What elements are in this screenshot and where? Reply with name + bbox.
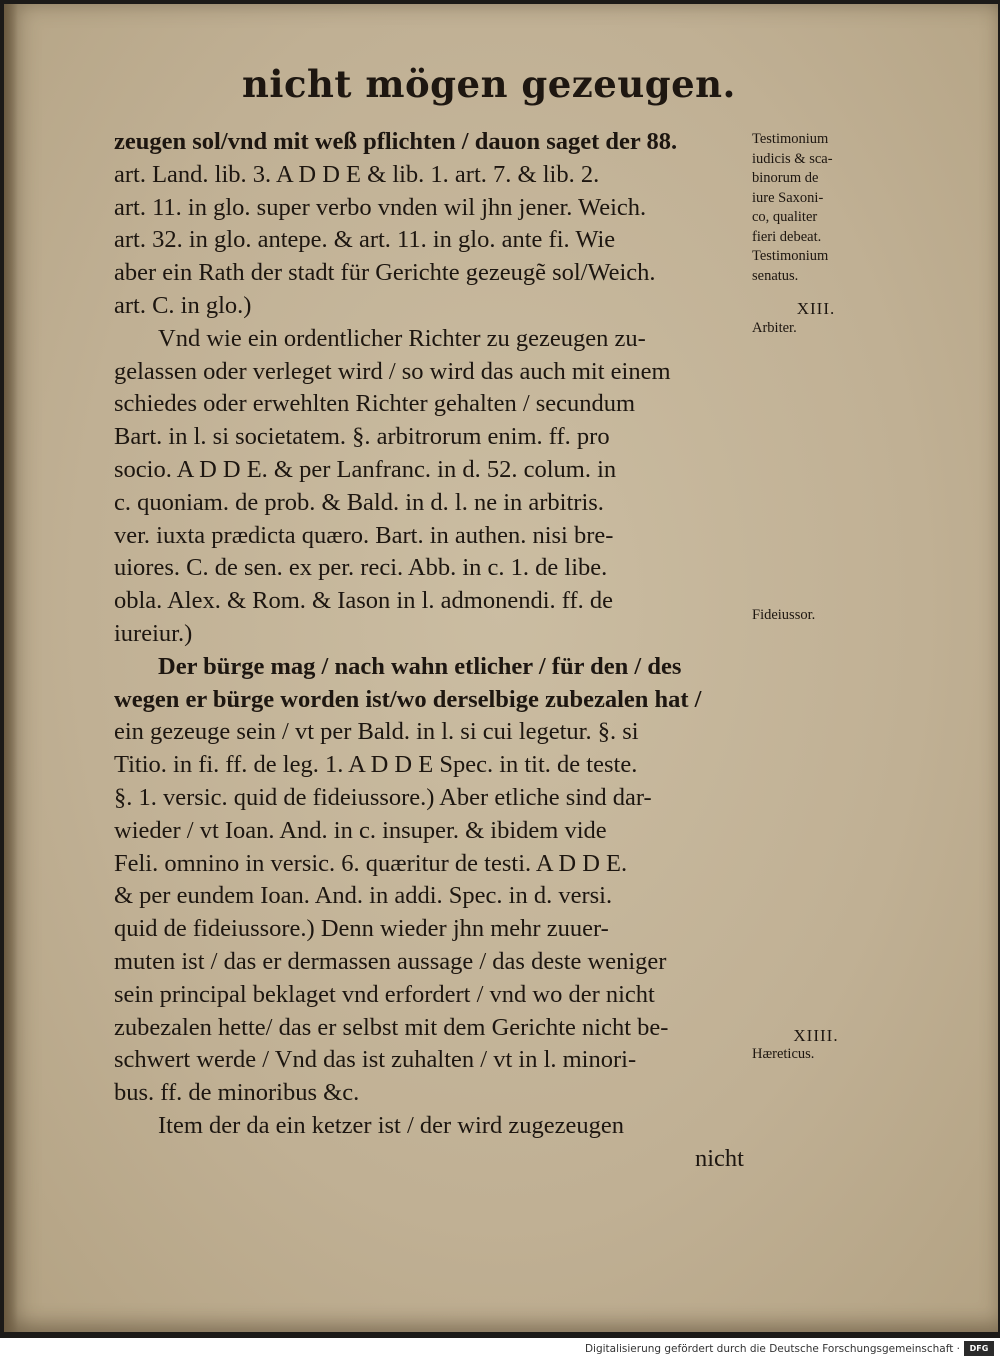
body-line: gelassen oder verleget wird / so wird das auch mit einem (114, 357, 671, 385)
body-line: art. 11. in glo. super verbo vnden wil jhn jener. Weich. (114, 193, 647, 221)
body-line: obla. Alex. & Rom. & Iason in l. admonendi. ff. de (114, 587, 614, 615)
body-line: bus. ff. de minoribus &c. (114, 1079, 360, 1107)
body-line: quid de fideiussore.) Denn wieder jhn mehr zuuer- (114, 915, 609, 943)
margin-note: iudicis & sca- (752, 150, 833, 167)
margin-note: Arbiter. (752, 319, 797, 336)
body-line: schiedes oder erwehlten Richter gehalten / secundum (114, 390, 636, 418)
margin-section-number: XIIII. (793, 1025, 839, 1045)
body-line: Vnd wie ein ordentlicher Richter zu gezeugen zu- (158, 324, 646, 352)
margin-note: Fideiussor. (752, 607, 816, 623)
margin-note: iure Saxoni- (752, 189, 824, 206)
footer-bar (0, 1338, 1000, 1361)
margin-spacer (752, 286, 880, 299)
dfg-logo-icon: DFG (964, 1341, 994, 1356)
margin-note: co, qualiter (752, 209, 818, 225)
body-line: uiores. C. de sen. ex per. reci. Abb. in c. 1. de libe. (114, 554, 608, 582)
body-line: Der bürge mag / nach wahn etlicher / für den / des (158, 652, 682, 680)
catchword: nicht (695, 1144, 744, 1172)
body-line: wegen er bürge worden ist/wo derselbige zubezalen hat / (114, 685, 702, 713)
body-line: §. 1. versic. quid de fideiussore.) Aber etliche sind dar- (114, 783, 652, 811)
body-line: sein principal beklaget vnd erfordert / vnd wo der nicht (114, 980, 655, 1008)
body-line: Item der da ein ketzer ist / der wird zugezeugen (158, 1111, 624, 1139)
margin-note: Hæreticus. (752, 1046, 815, 1062)
body-line: zeugen sol/vnd mit weß pflichten / dauon saget der 88. (114, 128, 678, 155)
body-line: art. C. in glo.) (114, 291, 252, 319)
body-line: muten ist / das er dermassen aussage / das deste weniger (114, 947, 667, 975)
digitization-credit: Digitalisierung gefördert durch die Deutsche Forschungsgemeinschaft · (584, 1343, 960, 1355)
running-head: nicht mögen gezeugen. (242, 62, 736, 106)
page-gutter-shadow (4, 4, 18, 1332)
body-line: Titio. in fi. ff. de leg. 1. A D D E Spec. in tit. de teste. (114, 751, 638, 779)
body-text (114, 126, 746, 1176)
body-line: Bart. in l. si societatem. §. arbitrorum enim. ff. pro (114, 423, 610, 451)
margin-notes (752, 130, 880, 1065)
margin-section-number: XIII. (796, 299, 836, 318)
body-line: iureiur.) (114, 619, 193, 647)
body-line: schwert werde / Vnd das ist zuhalten / vt in l. minori- (114, 1046, 637, 1074)
margin-note: binorum de (752, 170, 819, 186)
body-line: c. quoniam. de prob. & Bald. in d. l. ne in arbitris. (114, 488, 604, 516)
body-line: & per eundem Ioan. And. in addi. Spec. in d. versi. (114, 882, 613, 910)
margin-note: Testimonium (752, 248, 829, 264)
body-line: zubezalen hette/ das er selbst mit dem Gerichte nicht be- (114, 1013, 669, 1041)
margin-note: senatus. (752, 267, 799, 284)
body-line: ver. iuxta prædicta quæro. Bart. in authen. nisi bre- (114, 521, 614, 549)
body-line: aber ein Rath der stadt für Gerichte gezeugẽ sol/Weich. (114, 259, 656, 287)
margin-note: fieri debeat. (752, 228, 822, 245)
body-line: socio. A D D E. & per Lanfranc. in d. 52. colum. in (114, 455, 617, 483)
body-line: art. 32. in glo. antepe. & art. 11. in glo. ante fi. Wie (114, 226, 616, 254)
body-line: Feli. omnino in versic. 6. quæritur de testi. A D D E. (114, 849, 628, 877)
body-line: wieder / vt Ioan. And. in c. insuper. & ibidem vide (114, 816, 607, 844)
body-line: ein gezeuge sein / vt per Bald. in l. si cui legetur. §. si (114, 718, 639, 746)
body-line: art. Land. lib. 3. A D D E & lib. 1. art. 7. & lib. 2. (114, 160, 600, 188)
margin-note: Testimonium (752, 131, 829, 147)
